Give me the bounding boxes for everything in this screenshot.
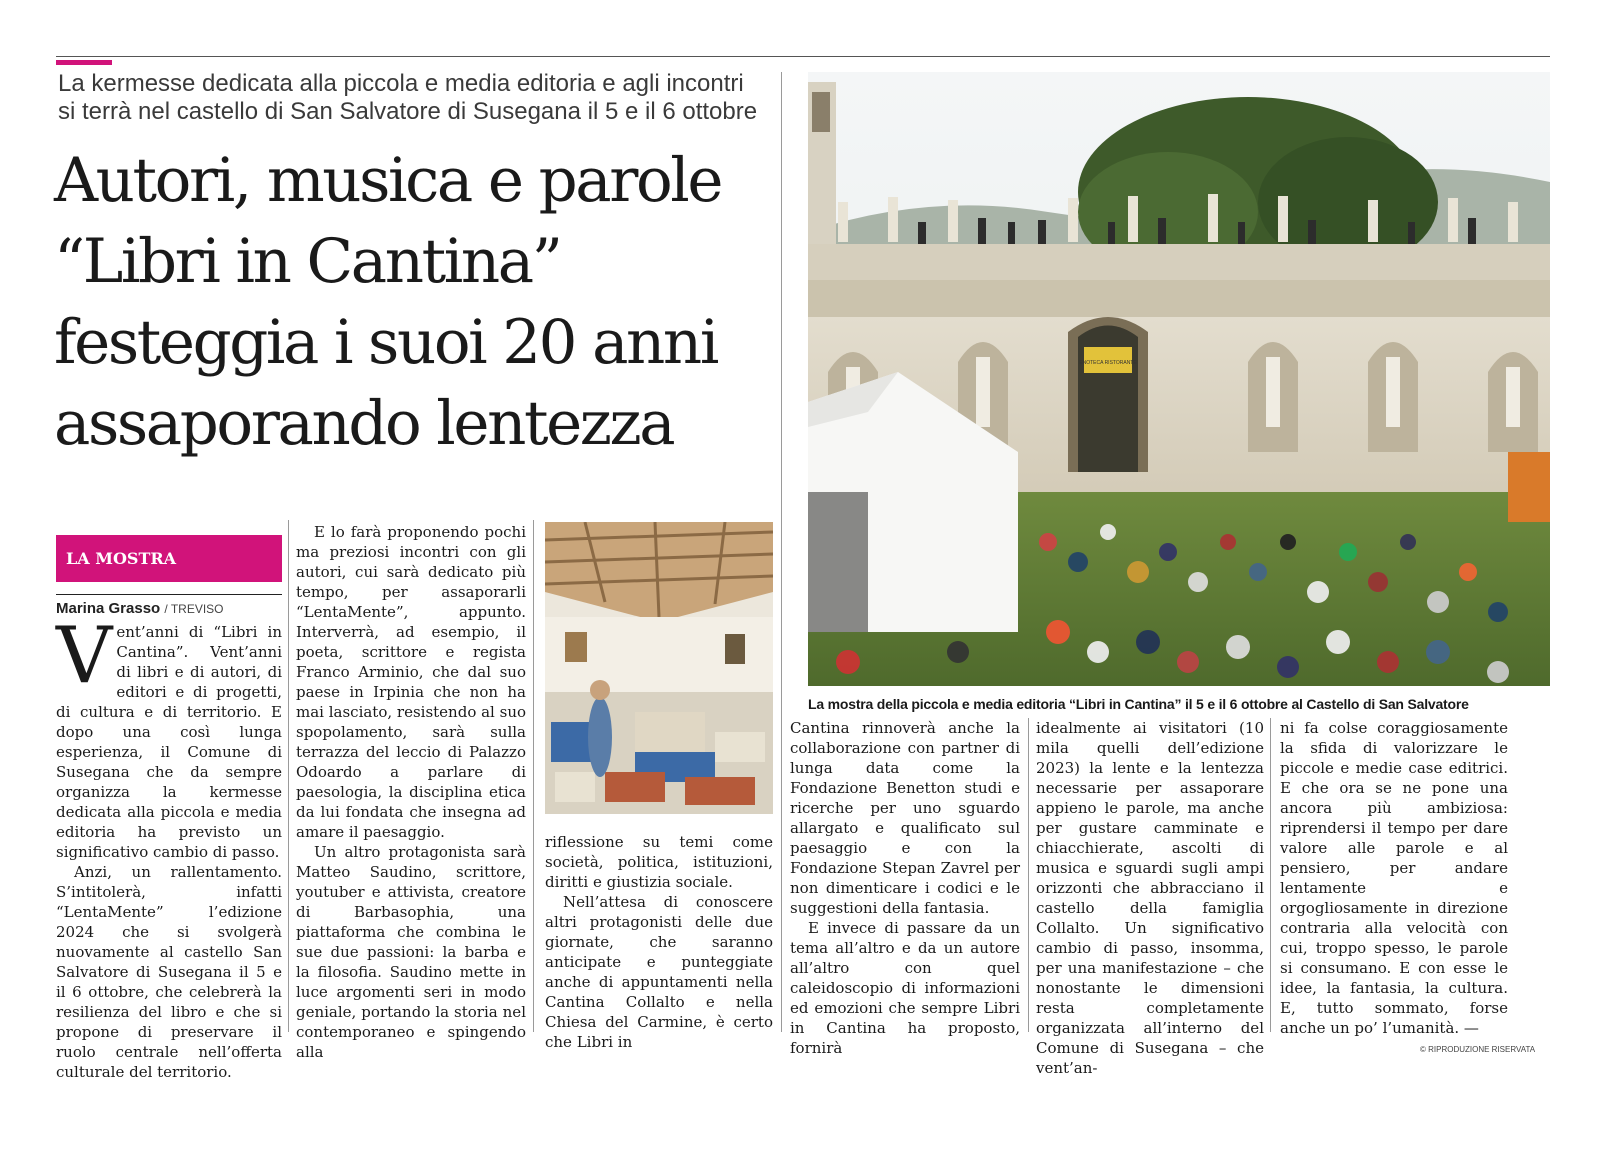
paragraph: Anzi, un rallentamento. S’intitolerà, infatti “LentaMente” l’edizione 2024 che si svolgerà nuovamente al castello San Salvatore di Susegana il 5 e il 6 ottobre, che celebrerà la resilienza del libro e che si propone di preservare il ruolo centrale nell’offerta culturale del territorio.	[56, 863, 282, 1081]
kicker-line-1: La kermesse dedicata alla piccola e media editoria e agli incontri	[58, 70, 744, 97]
column-rule	[1270, 718, 1271, 1032]
paragraph: ni fa colse coraggiosamente la sfida di valorizzare le piccole e medie case editrici. E che ora se ne pone una ancora più ambiziosa: riprendersi il tempo per dare valore alle parole e al pensiero, per andare lentamente e orgogliosamente in direzione contraria alla velocità con cui, troppo spesso, le parole si consumano. E con esse le idee, la fantasia, la cultura. E, tutto sommato, forse anche un po’ l’umanità. —	[1280, 719, 1508, 1037]
gate-sign-text: ENOTECA RISTORANTE	[1079, 360, 1137, 366]
paragraph: Nell’attesa di conoscere altri protagonisti delle due giornate, che saranno anticipate e punteggiate anche di appuntamenti nella Cantina Collalto e nella Chiesa del Carmine, è certo che Libri in	[545, 893, 773, 1051]
headline-line-4: assaporando lentezza	[54, 388, 674, 459]
bookshop-hall-photo	[545, 522, 773, 814]
headline-line-1: Autori, musica e parole	[54, 145, 722, 216]
column-rule	[288, 520, 289, 1032]
headline	[54, 140, 784, 464]
paragraph: Un altro protagonista sarà Matteo Saudino, scrittore, youtuber e attivista, creatore di Barbasophia, una piattaforma che combina le sue due passioni: la barba e la filosofia. Saudino mette in luce argomenti seri in modo geniale, portando la storia nel contemporaneo e spingendo alla	[296, 843, 526, 1061]
paragraph: idealmente ai visitatori (10 mila quelli dell’edizione 2023) la lente e la lentezza necessarie per assaporare appieno le parole, ma anche per gustare camminate e chiacchierate, ascolti di musica e sguardi sugli ampi orizzonti che abbracciano il castello della famiglia Collalto. Un significativo cambio di passo, insomma, per una manifestazione – che nonostante le dimensioni resta completamente organizzata all’interno del Comune di Susegana – che vent’an-	[1036, 719, 1264, 1077]
paragraph: riflessione su temi come società, politica, istituzioni, diritti e giustizia sociale.	[545, 833, 773, 891]
article-column-4	[790, 718, 1020, 1058]
column-rule	[781, 72, 782, 1032]
castle-courtyard-photo	[808, 72, 1550, 686]
paragraph: E lo farà proponendo pochi ma preziosi incontri con gli autori, cui sarà dedicato più tempo, per assaporarli “LentaMente”, appunto. Interverrà, ad esempio, il poeta, scrittore e regista Franco Arminio, che dal suo paese in Irpinia che non ha mai lasciato, resistendo al suo spopolamento, sarà sulla terrazza del leccio di Palazzo Odoardo a parlare di paesologia, la disciplina etica da lui fondata che insegna ad amare il paesaggio.	[296, 523, 527, 841]
author-name: Marina Grasso	[56, 600, 161, 617]
paragraph: E invece di passare da un tema all’altro e da un autore all’altro con quel caleidoscopio di informazioni ed emozioni che sempre Libri in Cantina ha proposto, fornirà	[790, 919, 1020, 1057]
article-column-2	[296, 522, 526, 1062]
top-rule	[56, 56, 1550, 57]
accent-bar	[56, 60, 112, 65]
column-rule	[1028, 718, 1029, 1032]
kicker	[58, 70, 778, 126]
section-tag: LA MOSTRA	[56, 535, 282, 582]
drop-cap: V	[56, 611, 113, 701]
column-rule	[533, 520, 534, 1032]
dateline: / TREVISO	[164, 602, 224, 616]
article-column-1	[56, 611, 282, 1082]
article-column-5	[1036, 718, 1264, 1078]
kicker-line-2: si terrà nel castello di San Salvatore di Susegana il 5 e il 6 ottobre	[58, 98, 758, 125]
headline-line-3: festeggia i suoi 20 anni	[54, 307, 717, 378]
photo-caption: La mostra della piccola e media editoria “Libri in Cantina” il 5 e il 6 ottobre al Castello di San Salvatore	[808, 696, 1469, 712]
article-column-6	[1280, 718, 1508, 1038]
paragraph: Cantina rinnoverà anche la collaborazione con partner di lunga data come la Fondazione Benetton studi e ricerche per uno sguardo allargato e qualificato sul paesaggio e con la Fondazione Stepan Zavrel per non dimenticare i codici e le suggestioni della fantasia.	[790, 719, 1020, 917]
copyright-note: © RIPRODUZIONE RISERVATA	[1420, 1045, 1536, 1054]
paragraph: Vent’anni di “Libri in Cantina”. Vent’anni di libri e di autori, di editori e di progetti, di cultura e di territorio. E dopo una così lunga esperienza, il Comune di Susegana che da sempre organizza la kermesse dedicata alla piccola e media editoria ha previsto un significativo cambio di passo.	[56, 611, 282, 861]
byline-rule	[56, 594, 282, 595]
article-column-3	[545, 832, 773, 1052]
headline-line-2: “Libri in Cantina”	[54, 226, 561, 297]
